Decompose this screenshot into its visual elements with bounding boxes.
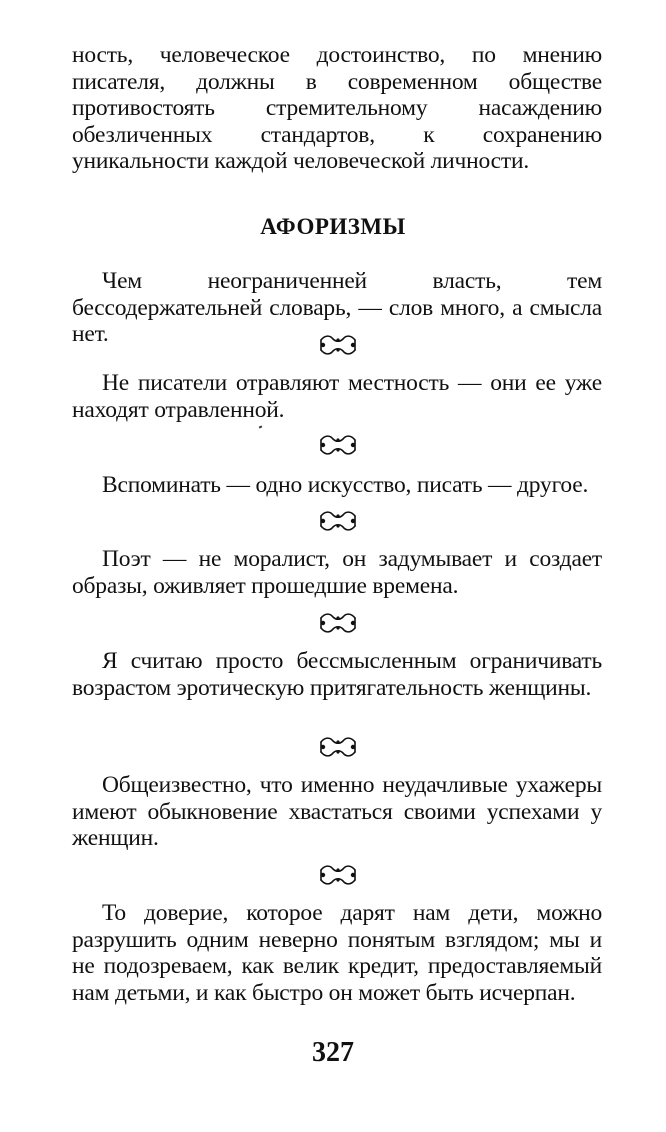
- floral-ornament-icon: [317, 510, 359, 532]
- section-heading: АФОРИЗМЫ: [260, 214, 406, 239]
- aphorism-3: Вспоминать — одно искусство, писать — другое.: [102, 472, 589, 498]
- floral-ornament-icon: [317, 612, 359, 634]
- aphorism-6: Общеизвестно, что именно неудачливые ухажеры имеют обыкновение хвастаться своими успехами у женщин.: [72, 772, 602, 851]
- aphorism-4: Поэт — не моралист, он задумывает и создает образы, оживляет прошедшие времена.: [72, 546, 602, 599]
- print-speck: [259, 425, 263, 428]
- page-number: 327: [312, 1037, 354, 1068]
- aphorism-1: Чем неограниченней власть, тем бессодержательней словарь, — слов много, а смысла нет.: [72, 268, 602, 347]
- lead-paragraph: ность, человеческое достоинство, по мнению писателя, должны в современном обществе противостоять стремительному насаждению обезличенных стандартов, к сохранению уникальности каждой человеческой личности.: [72, 42, 602, 174]
- aphorism-2: Не писатели отравляют местность — они ее уже находят отравленной.: [72, 370, 602, 423]
- aphorism-7: То доверие, которое дарят нам дети, можно разрушить одним неверно понятым взглядом; мы и не подозреваем, как велик кредит, предоставляемый нам детьми, и как быстро он может быть исчерпан.: [72, 900, 602, 1006]
- floral-ornament-icon: [317, 334, 359, 356]
- aphorism-5: Я считаю просто бессмысленным ограничивать возрастом эротическую притягательность женщины.: [72, 648, 602, 701]
- floral-ornament-icon: [317, 736, 359, 758]
- floral-ornament-icon: [317, 434, 359, 456]
- floral-ornament-icon: [317, 864, 359, 886]
